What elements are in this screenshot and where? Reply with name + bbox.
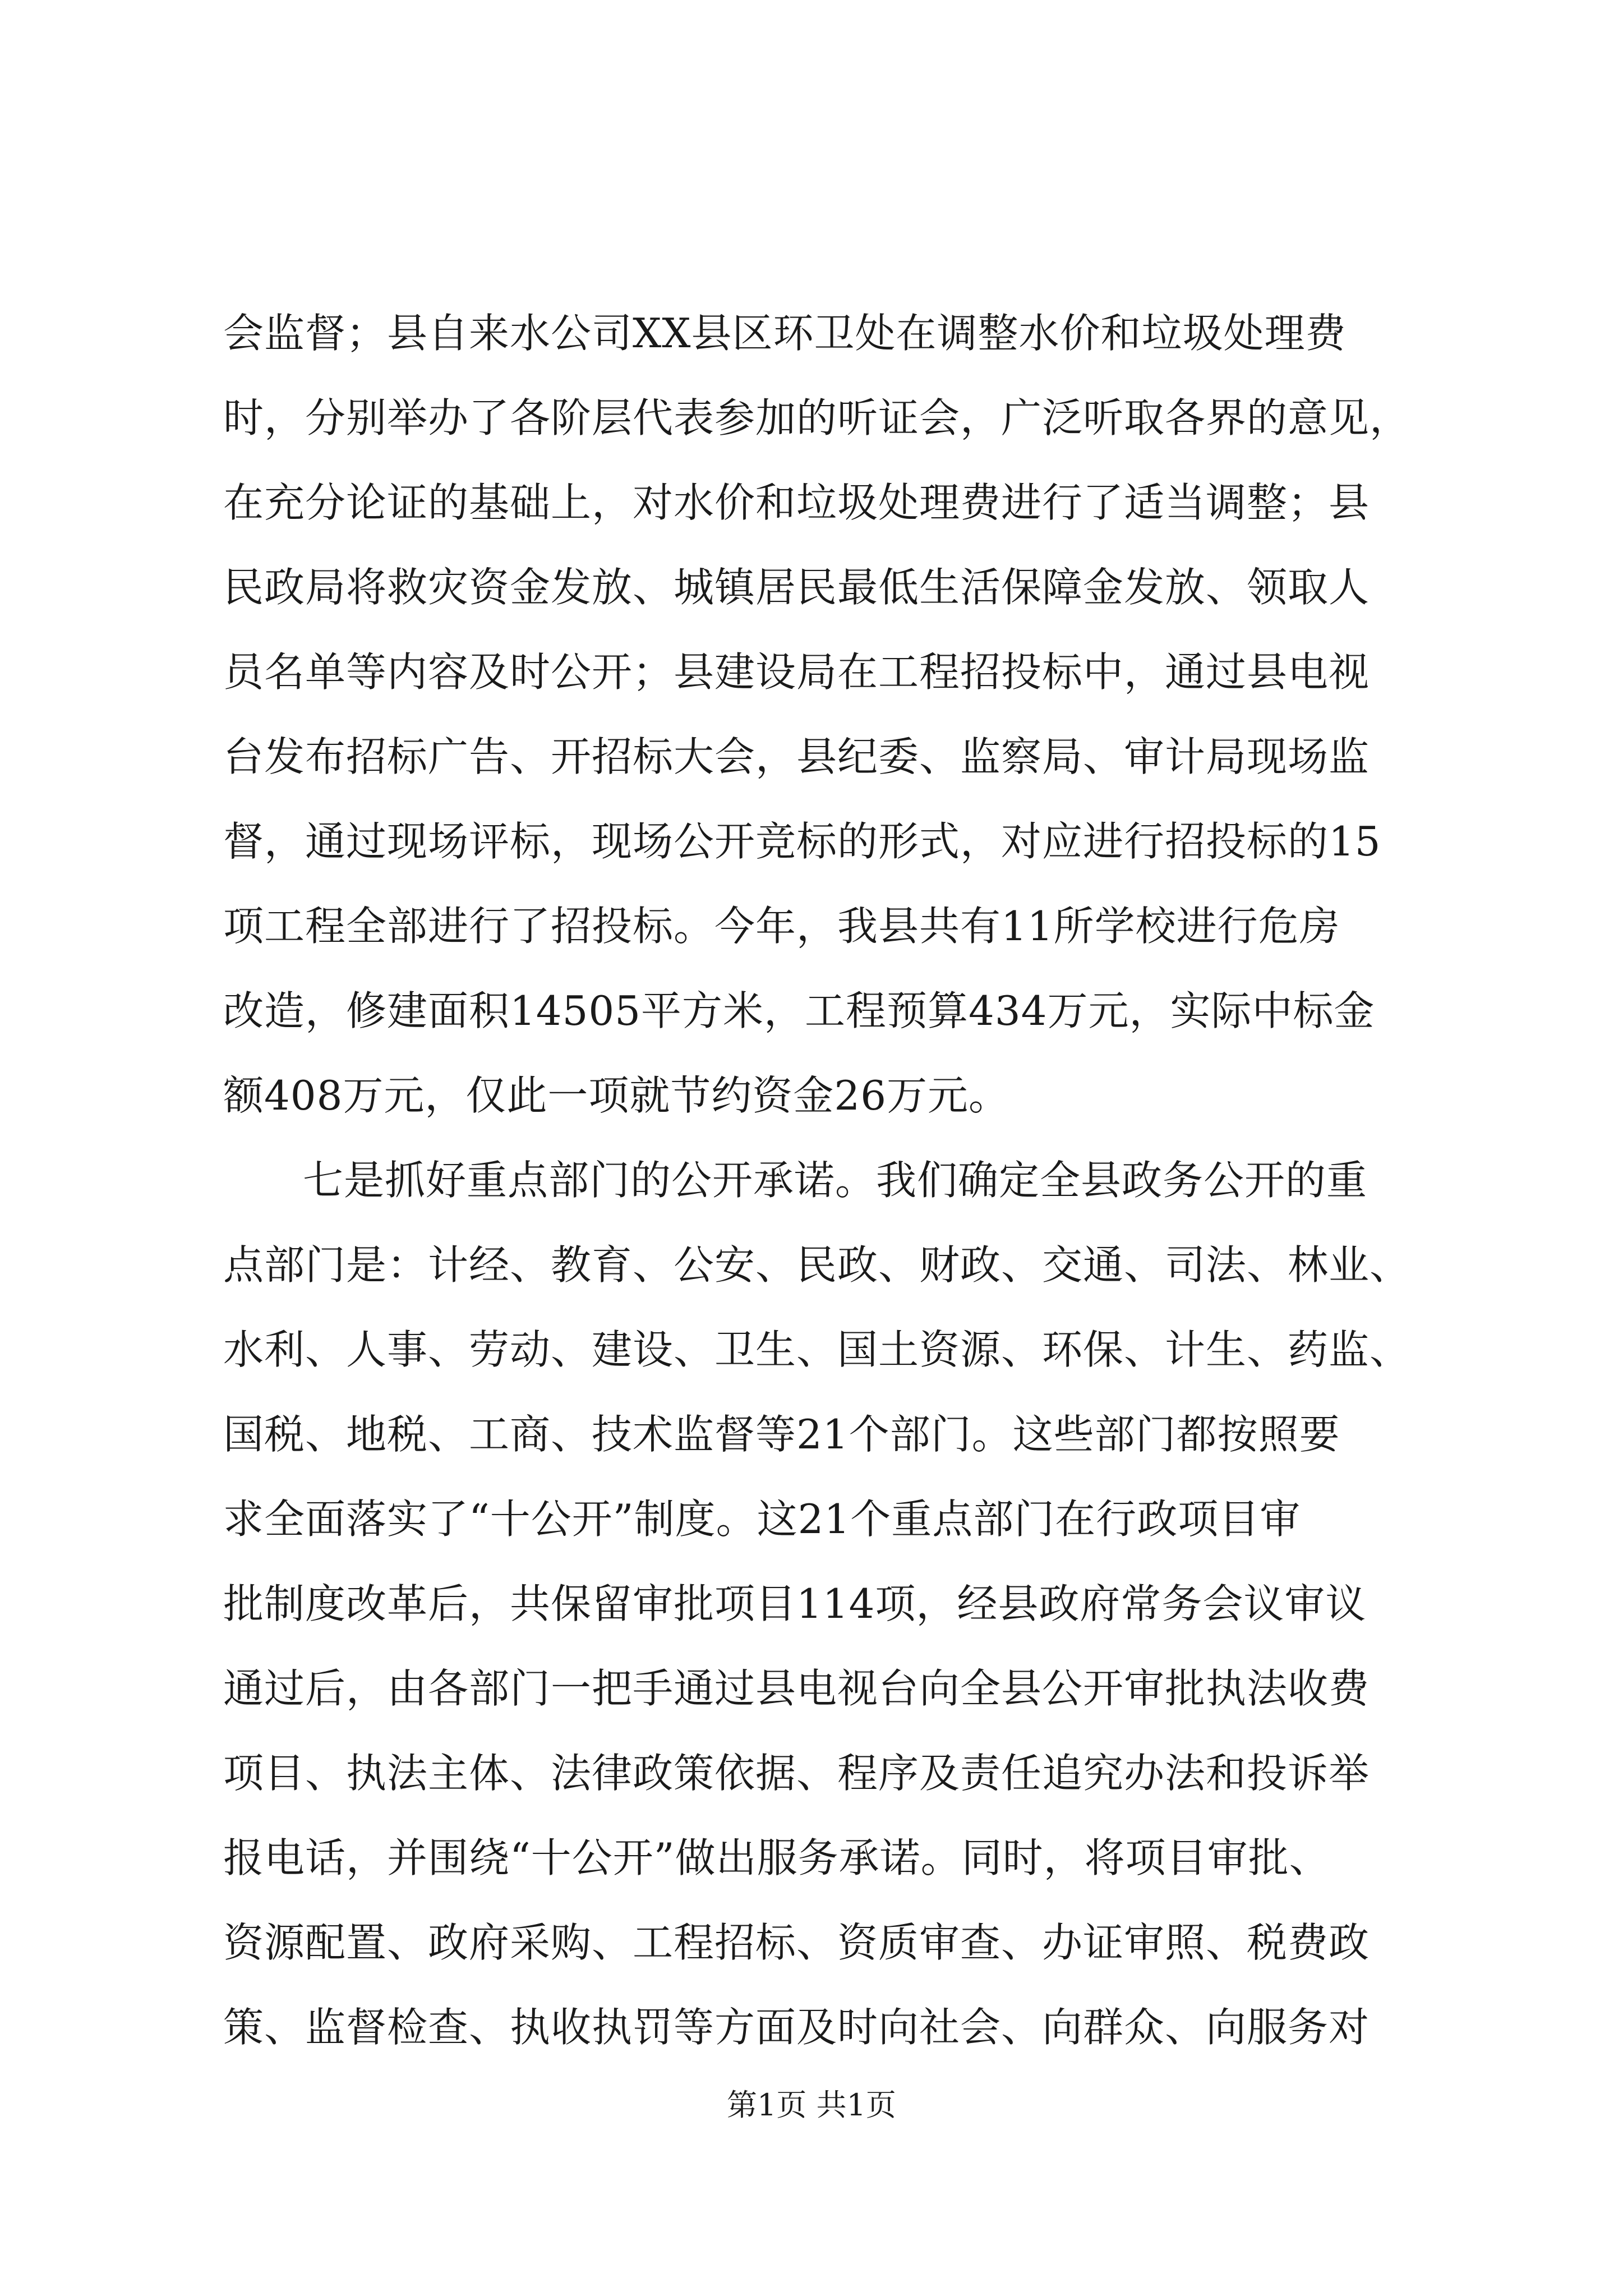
text-line: 台发布招标广告、开招标大会，县纪委、监察局、审计局现场监 (223, 733, 1370, 780)
text-line: 民政局将救灾资金发放、城镇居民最低生活保障金发放、领取人 (223, 564, 1370, 611)
text-line: 水利、人事、劳动、建设、卫生、国土资源、环保、计生、药监、 (223, 1326, 1411, 1373)
text-line: 七是抓好重点部门的公开承诺。我们确定全县政务公开的重 (303, 1157, 1368, 1204)
text-line: 国税、地税、工商、技术监督等21个部门。这些部门都按照要 (223, 1411, 1340, 1458)
page-number-footer: 第1页 共1页 (727, 2087, 896, 2123)
text-line: 报电话，并围绕“十公开”做出服务承诺。同时，将项目审批、 (223, 1834, 1330, 1881)
text-line: 会监督；县自来水公司XX县区环卫处在调整水价和垃圾处理费 (223, 310, 1347, 357)
text-line: 在充分论证的基础上，对水价和垃圾处理费进行了适当调整；县 (223, 479, 1370, 526)
text-line: 督，通过现场评标，现场公开竞标的形式，对应进行招投标的15 (223, 818, 1381, 865)
text-line: 求全面落实了“十公开”制度。这21个重点部门在行政项目审 (223, 1496, 1301, 1543)
text-line: 项工程全部进行了招投标。今年，我县共有11所学校进行危房 (223, 903, 1340, 950)
text-line: 资源配置、政府采购、工程招标、资质审查、办证审照、税费政 (223, 1919, 1370, 1966)
text-line: 策、监督检查、执收执罚等方面及时向社会、向群众、向服务对 (223, 2004, 1370, 2051)
text-line: 员名单等内容及时公开；县建设局在工程招投标中，通过县电视 (223, 648, 1370, 696)
text-line: 批制度改革后，共保留审批项目114项，经县政府常务会议审议 (223, 1580, 1367, 1627)
text-line: 时，分别举办了各阶层代表参加的听证会，广泛听取各界的意见， (223, 394, 1411, 441)
text-line: 项目、执法主体、法律政策依据、程序及责任追究办法和投诉举 (223, 1750, 1370, 1797)
text-line: 点部门是：计经、教育、公安、民政、财政、交通、司法、林业、 (223, 1241, 1411, 1289)
text-line: 改造，修建面积14505平方米，工程预算434万元，实际中标金 (223, 987, 1375, 1034)
text-line: 额408万元，仅此一项就节约资金26万元。 (223, 1072, 1010, 1119)
text-line: 通过后，由各部门一把手通过县电视台向全县公开审批执法收费 (223, 1665, 1370, 1712)
